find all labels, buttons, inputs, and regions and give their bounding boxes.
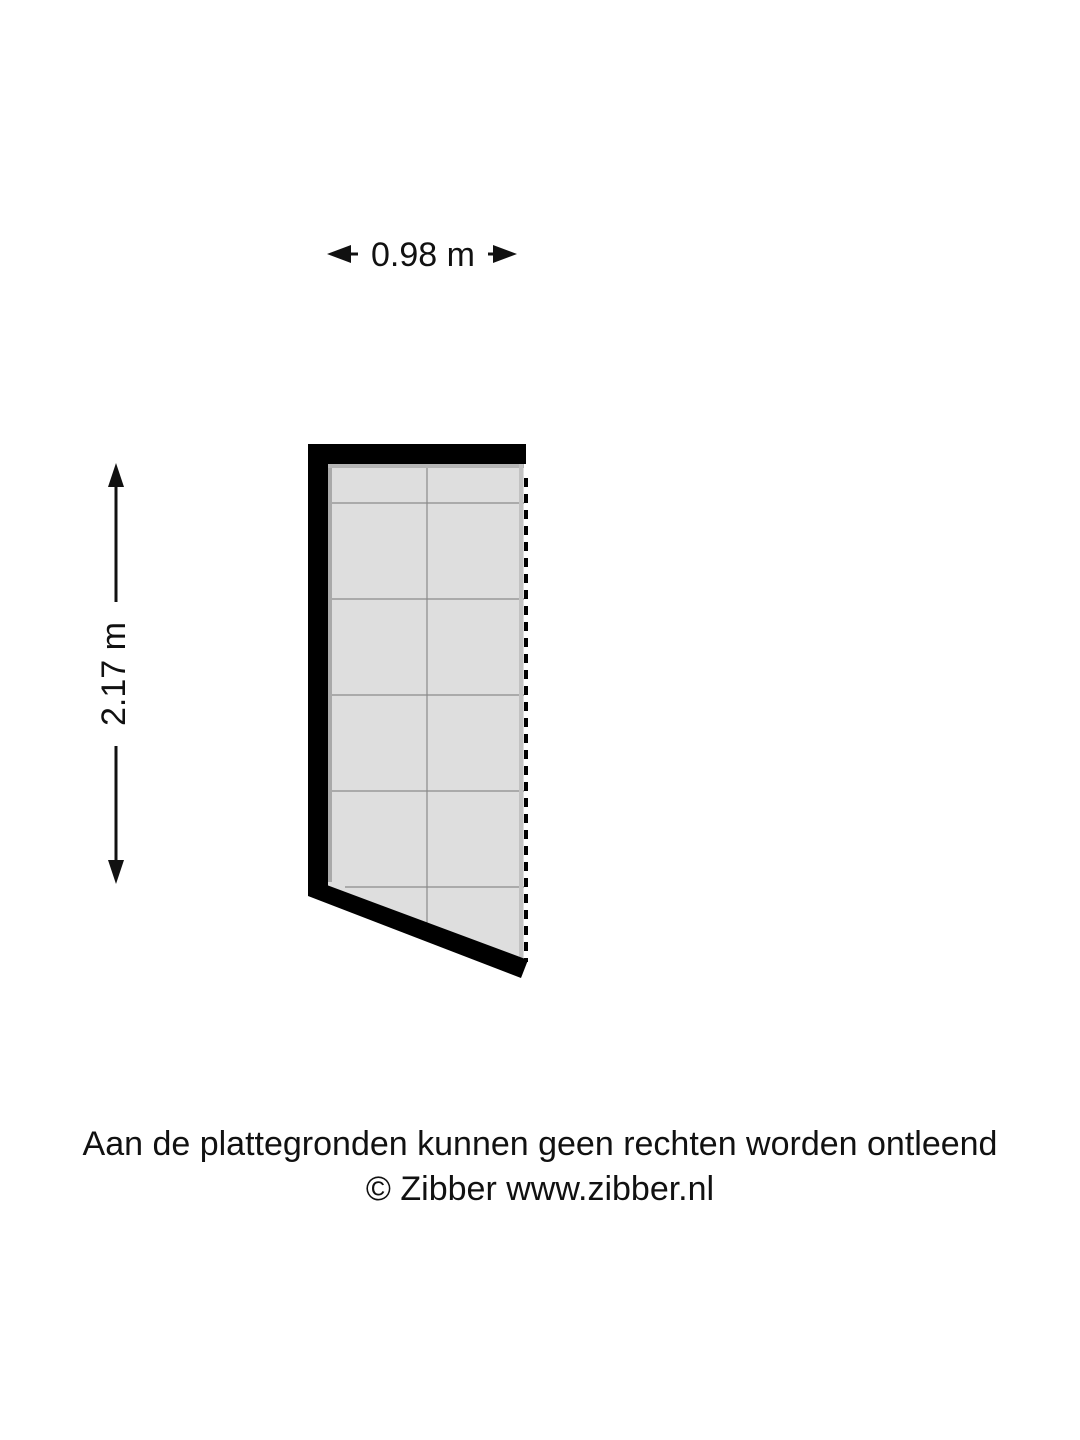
height-arrow-top-icon	[108, 463, 124, 487]
wall-left	[308, 444, 328, 896]
disclaimer-text: Aan de plattegronden kunnen geen rechten worden ontleend	[82, 1125, 998, 1163]
width-arrow-right-icon	[493, 245, 517, 263]
opening-shadow-right	[519, 462, 523, 962]
width-label: 0.98 m	[371, 236, 475, 274]
height-label: 2.17 m	[94, 622, 133, 726]
height-arrow-bottom-icon	[108, 860, 124, 884]
width-dimension	[327, 236, 517, 274]
height-dimension	[95, 463, 133, 884]
copyright-text: © Zibber www.zibber.nl	[365, 1170, 715, 1208]
wall-top	[308, 444, 526, 464]
room	[308, 444, 528, 978]
room-floor	[326, 462, 524, 968]
